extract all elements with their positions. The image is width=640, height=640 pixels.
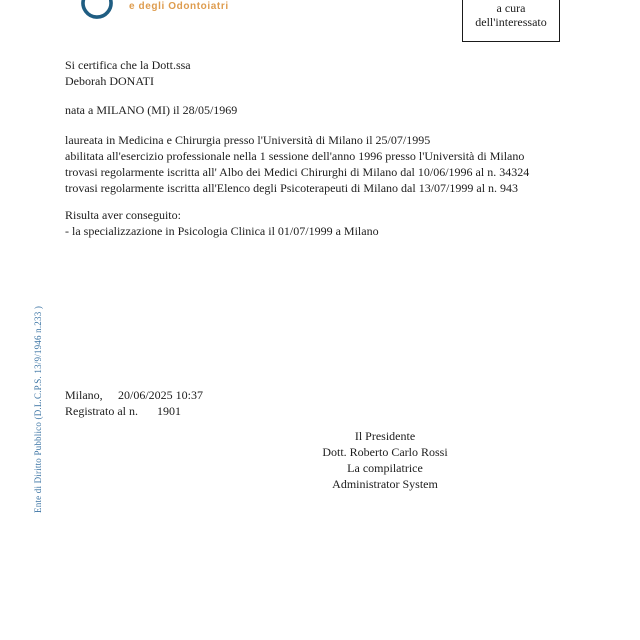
license-line: abilitata all'esercizio professionale nella 1 sessione dell'anno 1996 presso l'Università di Milano xyxy=(65,149,525,163)
stamp-box-line1: a cura xyxy=(496,1,526,15)
registration-line xyxy=(65,403,203,419)
achievements-header: Risulta aver conseguito: xyxy=(65,208,181,222)
registered-label: Registrato al n. xyxy=(65,404,138,418)
side-note-ente-diritto-pubblico: Ente di Diritto Pubblico (D.L.C.P.S. 13/9/1946 n.233 ) xyxy=(33,305,43,513)
logo-text-odontoiatri: e degli Odontoiatri xyxy=(129,1,229,12)
certification-intro xyxy=(65,57,605,89)
signature-block xyxy=(300,428,470,492)
registry-albo-line: trovasi regolarmente iscritta all' Albo dei Medici Chirurghi di Milano dal 10/06/1996 al n. 34324 xyxy=(65,165,530,179)
footer-registration xyxy=(65,387,203,419)
degree-line: laureata in Medicina e Chirurgia presso l'Università di Milano il 25/07/1995 xyxy=(65,133,431,147)
place-date-line xyxy=(65,387,203,403)
person-name: Deborah DONATI xyxy=(65,74,154,88)
issue-datetime: 20/06/2025 10:37 xyxy=(118,388,204,402)
registered-number: 1901 xyxy=(157,404,181,418)
place-label: Milano, xyxy=(65,388,103,402)
stamp-box-line2: dell'interessato xyxy=(475,15,547,29)
qualifications xyxy=(65,132,605,196)
birth-info: nata a MILANO (MI) il 28/05/1969 xyxy=(65,103,238,117)
compiler-title: La compilatrice xyxy=(347,461,423,475)
stamp-box xyxy=(462,0,560,42)
medical-order-emblem-icon xyxy=(81,0,117,20)
certify-line: Si certifica che la Dott.ssa xyxy=(65,58,191,72)
registry-psico-line: trovasi regolarmente iscritta all'Elenco degli Psicoterapeuti di Milano dal 13/07/1999 al n. 943 xyxy=(65,181,519,195)
president-title: Il Presidente xyxy=(354,429,416,443)
president-name: Dott. Roberto Carlo Rossi xyxy=(322,445,448,459)
compiler-name: Administrator System xyxy=(332,477,438,491)
specializations xyxy=(65,207,605,239)
specialization-line: - la specializzazione in Psicologia Clinica il 01/07/1999 a Milano xyxy=(65,224,379,238)
certificate-body xyxy=(65,57,605,239)
